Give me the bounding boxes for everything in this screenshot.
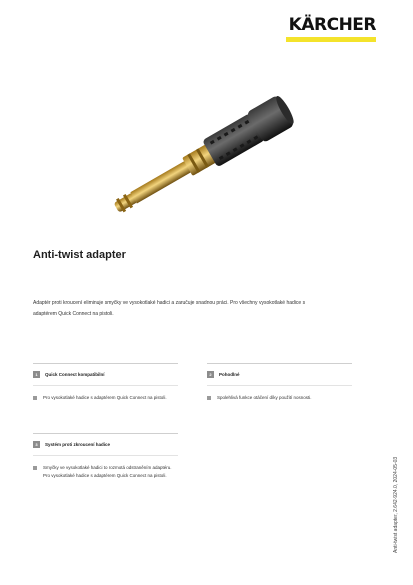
brand-accent-bar: [286, 37, 376, 42]
document-side-label: Anti-twist adapter, 2.642-924.0, 2024-05-03: [393, 456, 399, 553]
feature-heading: Quick Connect kompatibilní: [45, 372, 105, 377]
feature-heading: Pohodlné: [219, 372, 240, 377]
brand-wordmark: KÄRCHER: [288, 15, 376, 35]
bullet-square-icon: [33, 396, 37, 400]
divider: [207, 363, 352, 364]
product-description: Adaptér proti kroucení eliminuje smyčky ve vysokotlaké hadici a zaručuje snadnou práci. Pro všechny vysokotlaké hadice s adaptérem Quick Connect na pistoli.: [33, 300, 306, 317]
feature-number-badge: 1: [33, 371, 40, 378]
feature-heading: Systém proti zkroucení hadice: [45, 442, 111, 447]
divider: [33, 455, 178, 456]
feature-bullet-text: Smyčky ve vysokotlaké hadici to rozmotá odstraněním adaptéru. Pro vysokotlaké hadice s adaptérem Quick Connect na pistoli.: [43, 465, 172, 478]
feature-bullet-text: Pro vysokotlaké hadice s adaptérem Quick Connect na pistoli.: [43, 395, 167, 400]
feature-block-3: [33, 433, 178, 480]
divider: [33, 433, 178, 434]
bullet-square-icon: [207, 396, 211, 400]
feature-number-badge: 3: [33, 441, 40, 448]
feature-number-badge: 2: [207, 371, 214, 378]
product-title: Anti-twist adapter: [33, 249, 126, 261]
feature-block-2: [207, 363, 352, 402]
divider: [33, 385, 178, 386]
divider: [33, 363, 178, 364]
feature-bullet-text: Spolehlivá funkce otáčení díky použití nosnosti.: [217, 395, 312, 400]
feature-block-1: [33, 363, 178, 402]
brand-logo: [286, 16, 376, 42]
bullet-square-icon: [33, 466, 37, 470]
product-image: [92, 95, 322, 215]
divider: [207, 385, 352, 386]
